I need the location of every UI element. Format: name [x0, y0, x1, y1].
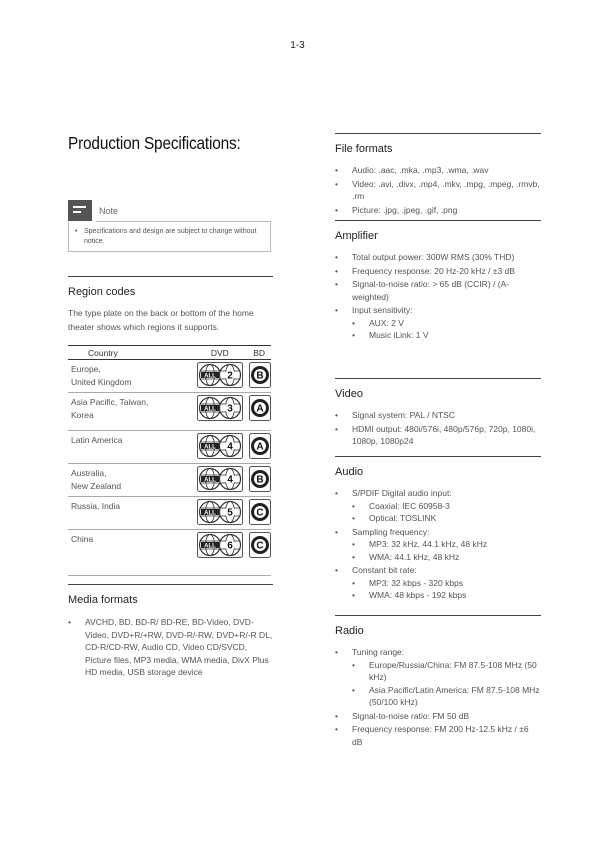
note-header [68, 198, 271, 222]
svg-text:A: A [256, 403, 264, 415]
note-box [68, 198, 271, 252]
dvd-cell [191, 393, 249, 431]
list-item: • Signal-to-noise ratio: FM 50 dB [335, 710, 470, 721]
svg-text:ALL: ALL [203, 406, 216, 413]
dvd-cell [191, 530, 249, 576]
country-cell: China [68, 530, 191, 576]
sub-list-item: • WMA: 44.1 kHz, 48 kHz [352, 551, 460, 562]
dvd-region-globe-icon [197, 532, 243, 558]
list-item: • Video: .avi, .divx, .mp4, .mkv, .mpg, .mpeg, .rmvb, .rm [335, 178, 540, 201]
amplifier-section [335, 220, 541, 343]
table-row [68, 393, 271, 431]
list-item: • Picture: .jpg, .jpeg, .gif, .png [335, 204, 458, 215]
bd-cell [249, 360, 271, 393]
svg-text:C: C [256, 540, 264, 552]
bd-region-icon [249, 395, 271, 421]
dvd-region-globe-icon [197, 362, 243, 388]
file-formats-section [335, 133, 541, 217]
sub-list-item: • MP3: 32 kbps - 320 kbps [352, 577, 464, 588]
svg-text:3: 3 [227, 403, 233, 415]
svg-text:ALL: ALL [203, 477, 216, 484]
svg-text:4: 4 [227, 474, 233, 486]
dvd-cell [191, 431, 249, 464]
sub-list-item: • Music iLink: 1 V [352, 330, 429, 340]
bd-region-icon [249, 433, 271, 459]
radio-section [335, 615, 541, 749]
dvd-region-globe-icon [197, 466, 243, 492]
svg-text:4: 4 [227, 441, 233, 453]
list-item: • AVCHD, BD, BD-R/ BD-RE, BD-Video, DVD-Video, DVD+R/+RW, DVD-R/-RW, DVD+R/-R DL, CD-R/CD-RW, Audio CD, Video CD/SVCD, Picture files, MP3 media, WMA media, DivX Plus HD media, USB storage device [68, 617, 273, 677]
list-item: • Total output power: 300W RMS (30% THD) [335, 252, 515, 262]
svg-text:B: B [256, 370, 264, 382]
country-cell: Asia Pacific, Taiwan, Korea [68, 393, 191, 431]
region-codes-title: Region codes [68, 276, 273, 298]
list-item: • Constant bit rate: • MP3: 32 kbps - 320 kbps • WMA: 48 kbps - 192 kbps [335, 564, 541, 602]
bd-region-icon [249, 362, 271, 388]
sub-list-item: • Coaxial: IEC 60958-3 [352, 500, 450, 511]
radio-title: Radio [335, 615, 541, 637]
bd-cell [249, 431, 271, 464]
country-cell: Australia, New Zealand [68, 464, 191, 497]
svg-text:A: A [256, 441, 264, 453]
svg-text:ALL: ALL [203, 373, 216, 380]
page-title: Production Specifications: [68, 133, 241, 153]
page-number: 1-3 [290, 40, 305, 51]
note-body [68, 222, 271, 252]
table-row [68, 530, 271, 576]
list-item: • S/PDIF Digital audio input: • Coaxial: IEC 60958-3 • Optical: TOSLINK [335, 487, 541, 525]
bd-region-icon [249, 532, 271, 558]
table-row [68, 497, 271, 530]
dvd-cell [191, 360, 249, 393]
bd-region-icon [249, 499, 271, 525]
sub-list-item: • Asia Pacific/Latin America: FM 87.5-108 MHz (50/100 kHz) [352, 684, 540, 707]
list-item: • Signal system: PAL / NTSC [335, 410, 455, 420]
amplifier-title: Amplifier [335, 220, 541, 242]
note-icon [68, 200, 92, 221]
dvd-region-globe-icon [197, 433, 243, 459]
column-header-country: Country [68, 346, 191, 360]
audio-section [335, 456, 541, 603]
list-item: • Audio: .aac, .mka, .mp3, .wma, .wav [335, 165, 489, 175]
dvd-region-globe-icon [197, 395, 243, 421]
sub-list-item: • AUX: 2 V [352, 317, 404, 328]
bd-cell [249, 464, 271, 497]
sub-list-item: • MP3: 32 kHz, 44.1 kHz, 48 kHz [352, 539, 488, 549]
table-row [68, 360, 271, 393]
region-codes-section [68, 276, 273, 576]
media-formats-title: Media formats [68, 584, 273, 606]
region-codes-table [68, 345, 271, 576]
svg-text:ALL: ALL [203, 543, 216, 550]
svg-text:2: 2 [227, 370, 233, 382]
country-cell: Russia, India [68, 497, 191, 530]
list-item: • Sampling frequency: • MP3: 32 kHz, 44.1 kHz, 48 kHz • WMA: 44.1 kHz, 48 kHz [335, 526, 541, 564]
region-codes-description: The type plate on the back or bottom of the home theater shows which regions it supports. [68, 308, 254, 332]
list-item: • Input sensitivity: • AUX: 2 V • Music iLink: 1 V [335, 304, 541, 342]
bd-cell [249, 530, 271, 576]
list-item: • HDMI output: 480i/576i, 480p/576p, 720p, 1080i, 1080p, 1080p24 [335, 423, 536, 446]
list-item: • Signal-to-noise ratio: > 65 dB (CCIR) / (A-weighted) [335, 279, 510, 302]
bd-cell [249, 393, 271, 431]
file-formats-title: File formats [335, 133, 541, 155]
sub-list-item: • Europe/Russia/China: FM 87.5-108 MHz (50 kHz) [352, 659, 537, 682]
video-section [335, 378, 541, 449]
video-title: Video [335, 378, 541, 400]
sub-list-item: • Optical: TOSLINK [352, 513, 437, 523]
svg-text:5: 5 [227, 507, 233, 519]
note-item: • Specifications and design are subject to change without notice. [75, 228, 257, 245]
column-header-bd: BD [249, 346, 271, 360]
list-item: • Frequency response: FM 200 Hz-12.5 kHz / ±6 dB [335, 724, 529, 747]
table-row [68, 431, 271, 464]
media-formats-section [68, 584, 273, 680]
bd-region-icon [249, 466, 271, 492]
list-item: • Tuning range: • Europe/Russia/China: FM 87.5-108 MHz (50 kHz) • Asia Pacific/Latin America: FM 87.5-108 MHz (50/100 kHz) [335, 647, 540, 707]
dvd-cell [191, 464, 249, 497]
dvd-region-globe-icon [197, 499, 243, 525]
svg-text:ALL: ALL [203, 444, 216, 451]
sub-list-item: • WMA: 48 kbps - 192 kbps [352, 590, 467, 600]
table-row [68, 464, 271, 497]
audio-title: Audio [335, 456, 541, 478]
bd-cell [249, 497, 271, 530]
dvd-cell [191, 497, 249, 530]
svg-text:6: 6 [227, 540, 233, 552]
column-header-dvd: DVD [191, 346, 249, 360]
note-label: Note [99, 206, 119, 216]
svg-text:C: C [256, 507, 264, 519]
country-cell: Europe, United Kingdom [68, 360, 191, 393]
country-cell: Latin America [68, 431, 191, 464]
svg-text:ALL: ALL [203, 510, 216, 517]
list-item: • Frequency response: 20 Hz-20 kHz / ±3 dB [335, 265, 515, 276]
svg-text:B: B [256, 474, 264, 486]
